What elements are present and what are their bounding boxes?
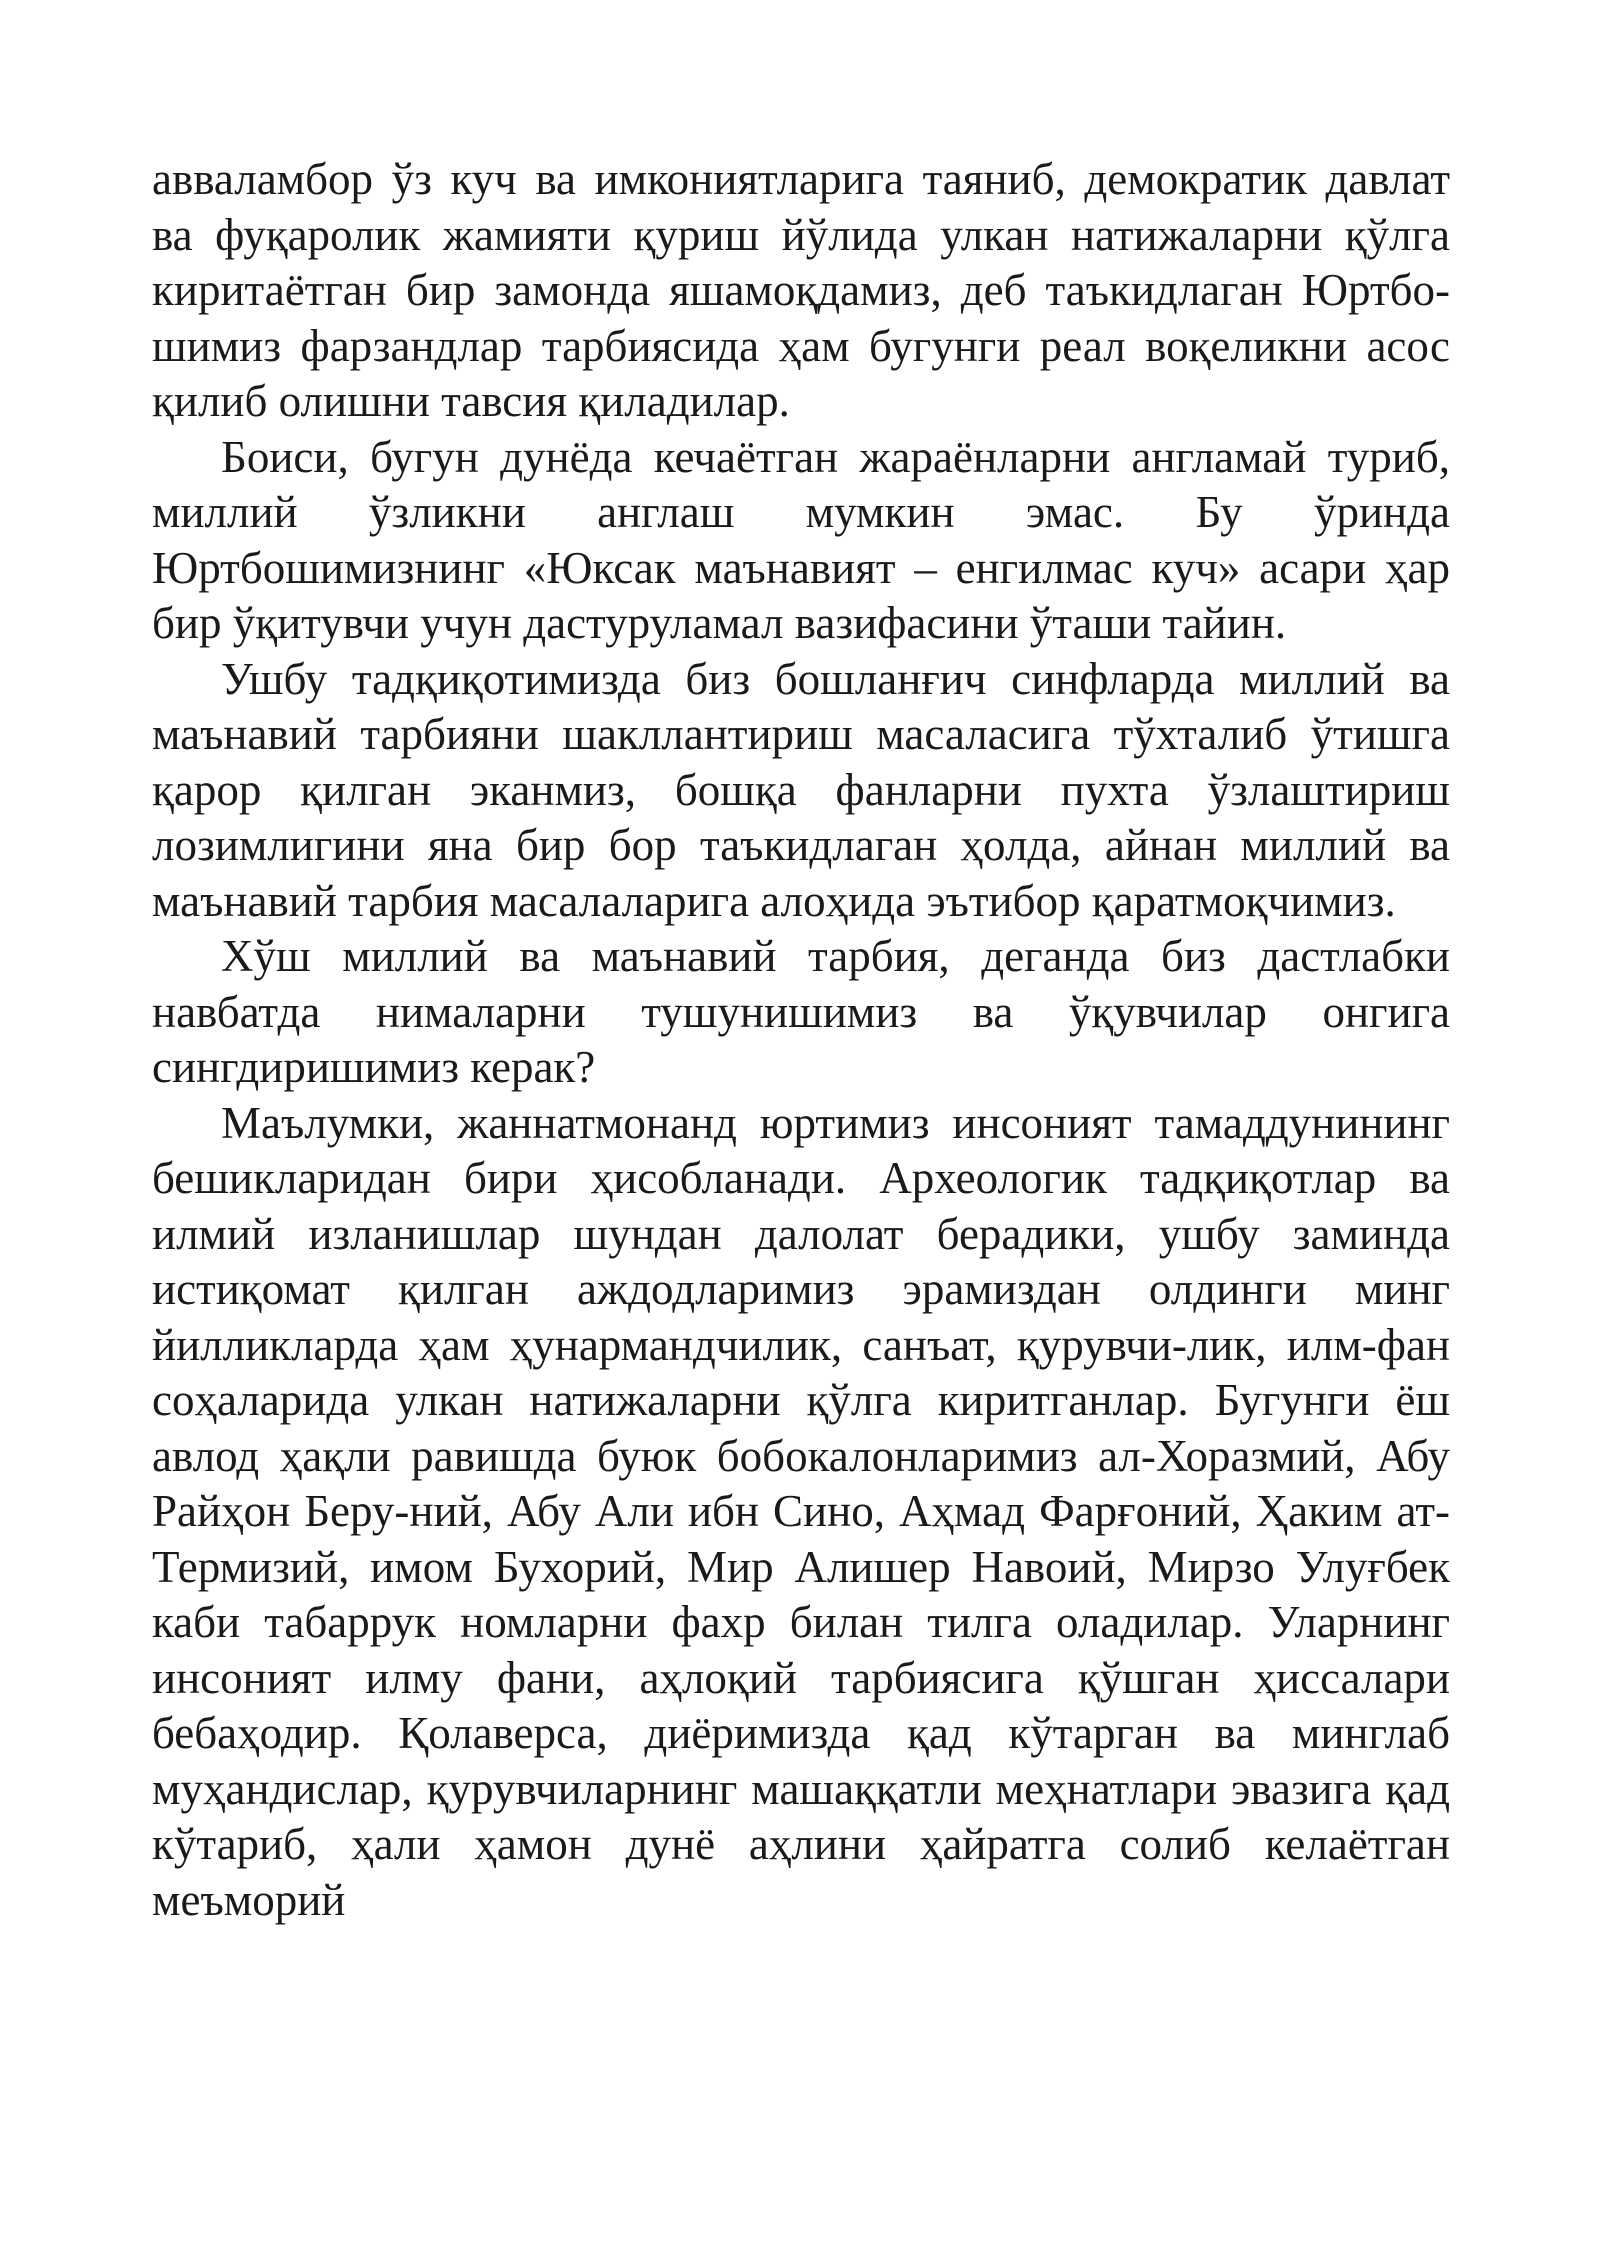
paragraph-4: Хўш миллий ва маънавий тарбия, деганда биз дастлабки навбатда нималарни тушунишимиз ва ўқувчилар онгига сингдиришимиз керак? — [152, 931, 1450, 1092]
paragraph-1: авваламбор ўз куч ва имкониятларига таяниб, демократик давлат ва фуқаролик жамияти қуриш йўлида улкан натижаларни қўлга киритаётган бир замонда яшамоқдамиз, деб таъкидлаган Юртбо-шимиз фарзандлар тарбиясида ҳам бугунги реал воқеликни асос қилиб олишни тавсия қиладилар. — [152, 154, 1450, 426]
paragraph-2: Боиси, бугун дунёда кечаётган жараёнларни англамай туриб, миллий ўзликни англаш мумкин эмас. Бу ўринда Юртбошимизнинг «Юксак маънавият – енгилмас куч» асари ҳар бир ўқитувчи учун дастуруламал вазифасини ўташи тайин. — [152, 431, 1450, 648]
paragraph-5: Маълумки, жаннатмонанд юртимиз инсоният тамаддунининг бешикларидан бири ҳисобланади. Археологик тадқиқотлар ва илмий изланишлар шундан далолат берадики, ушбу заминда истиқомат қилган аждодларимиз эрамиздан олдинги минг йилликларда ҳам ҳунармандчилик, санъат, қурувчи-лик, илм-фан соҳаларида улкан натижаларни қўлга киритганлар. Бугунги ёш авлод ҳақли равишда буюк бобокалонларимиз ал-Хоразмий, Абу Райҳон Беру-ний, Абу Али ибн Сино, Аҳмад Фарғоний, Ҳаким ат-Термизий, имом Бухорий, Мир Алишер Навоий, Мирзо Улуғбек каби табаррук номларни фахр билан тилга оладилар. Уларнинг инсоният илму фани, аҳлоқий тарбиясига қўшган ҳиссалари бебаҳодир. Қолаверса, диёримизда қад кўтарган ва минглаб муҳандислар, қурувчиларнинг машаққатли меҳнатлари эвазига қад кўтариб, ҳали ҳамон дунё аҳлини ҳайратга солиб келаётган меъморий — [152, 1097, 1450, 1925]
paragraph-3: Ушбу тадқиқотимизда биз бошланғич синфларда миллий ва маънавий тарбияни шакллантириш масаласига тўхталиб ўтишга қарор қилган эканмиз, бошқа фанларни пухта ўзлаштириш лозимлигини яна бир бор таъкидлаган ҳолда, айнан миллий ва маънавий тарбия масалаларига алоҳида эътибор қаратмоқчимиз. — [152, 653, 1450, 926]
document-page — [152, 152, 1450, 1928]
